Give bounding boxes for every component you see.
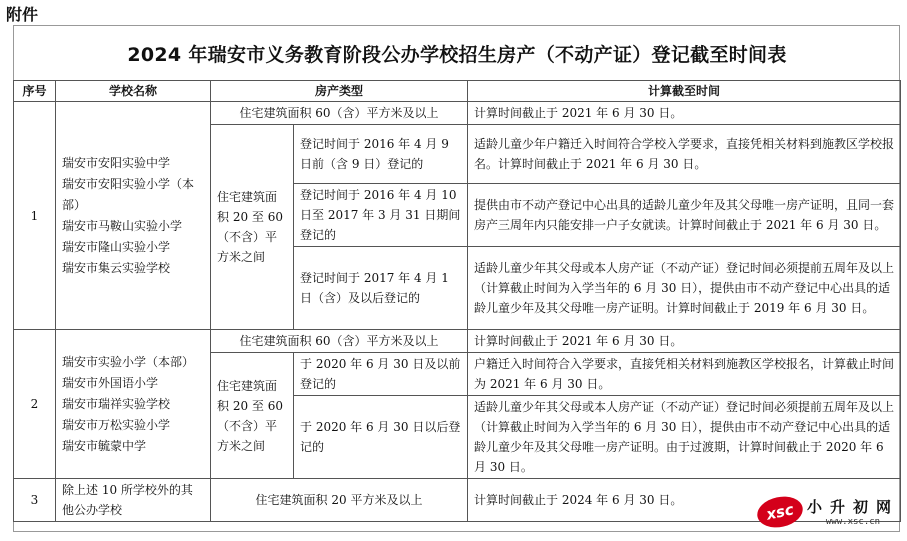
deadline-cell: 适龄儿童少年户籍迁入时间符合学校入学要求，直接凭相关材料到施教区学校报名。计算时间截止于 2021 年 6 月 30 日。 bbox=[468, 125, 901, 184]
school-name: 瑞安市马鞍山实验小学 bbox=[62, 218, 183, 233]
school-names bbox=[56, 102, 211, 330]
property-type-small: 住宅建筑面积 20 至 60（不含）平方米之间 bbox=[211, 125, 294, 330]
deadline-cell: 适龄儿童少年其父母或本人房产证（不动产证）登记时间必须提前五周年及以上（计算截止时间为入学当年的 6 月 30 日），提供由市不动产登记中心出具的适龄儿童少年及其父母唯一房产证明。由于过渡期，计算时间截止于 2020 年 6 月 30 日。 bbox=[468, 396, 901, 479]
table-row bbox=[14, 330, 901, 353]
deadline-cell: 适龄儿童少年其父母或本人房产证（不动产证）登记时间必须提前五周年及以上（计算截止时间为入学当年的 6 月 30 日），提供由市不动产登记中心出具的适龄儿童少年及其父母唯一房产证明。计算时间截止于 2019 年 6 月 30 日。 bbox=[468, 247, 901, 330]
header-property-type: 房产类型 bbox=[211, 81, 468, 102]
registration-period: 于 2020 年 6 月 30 日以后登记的 bbox=[294, 396, 468, 479]
registration-period: 登记时间于 2017 年 4 月 1 日（含）及以后登记的 bbox=[294, 247, 468, 330]
registration-period: 登记时间于 2016 年 4 月 10 日至 2017 年 3 月 31 日期间登记的 bbox=[294, 184, 468, 247]
row-number: 3 bbox=[14, 479, 56, 522]
table-row bbox=[14, 102, 901, 125]
row-number: 1 bbox=[14, 102, 56, 330]
school-name: 瑞安市集云实验学校 bbox=[62, 260, 171, 275]
header-school: 学校名称 bbox=[56, 81, 211, 102]
table-header-row bbox=[14, 81, 901, 102]
deadline-cell: 计算时间截止于 2021 年 6 月 30 日。 bbox=[468, 102, 901, 125]
school-name: 瑞安市实验小学（本部） bbox=[62, 354, 195, 369]
school-name: 瑞安市隆山实验小学 bbox=[62, 239, 171, 254]
watermark bbox=[757, 496, 899, 527]
page-title: 2024 年瑞安市义务教育阶段公办学校招生房产（不动产证）登记截至时间表 bbox=[127, 44, 787, 66]
property-type-all: 住宅建筑面积 20 平方米及以上 bbox=[211, 479, 468, 522]
school-name: 瑞安市外国语小学 bbox=[62, 375, 159, 390]
registration-period: 于 2020 年 6 月 30 日及以前登记的 bbox=[294, 353, 468, 396]
property-type-large: 住宅建筑面积 60（含）平方米及以上 bbox=[211, 102, 468, 125]
watermark-site-name: 小升初网 bbox=[806, 498, 899, 516]
school-name: 瑞安市安阳实验小学（本部） bbox=[62, 176, 195, 212]
deadline-cell: 户籍迁入时间符合入学要求，直接凭相关材料到施教区学校报名，计算截止时间为 2021 年 6 月 30 日。 bbox=[468, 353, 901, 396]
header-no: 序号 bbox=[14, 81, 56, 102]
school-names: 除上述 10 所学校外的其他公办学校 bbox=[56, 479, 211, 522]
watermark-text bbox=[807, 496, 899, 527]
deadline-cell: 提供由市不动产登记中心出具的适龄儿童少年及其父母唯一房产证明，且同一套房产三周年内只能安排一户子女就读。计算时间截止于 2021 年 6 月 30 日。 bbox=[468, 184, 901, 247]
deadline-cell: 计算时间截止于 2021 年 6 月 30 日。 bbox=[468, 330, 901, 353]
header-deadline: 计算截至时间 bbox=[468, 81, 901, 102]
school-name: 瑞安市毓蒙中学 bbox=[62, 438, 147, 453]
deadline-cell: 计算时间截止于 2024 年 6 月 30 日。 bbox=[468, 479, 901, 522]
registration-deadline-table bbox=[13, 80, 901, 522]
school-names bbox=[56, 330, 211, 479]
attachment-label: 附件 bbox=[6, 5, 39, 24]
school-name: 瑞安市安阳实验中学 bbox=[62, 155, 171, 170]
property-type-large: 住宅建筑面积 60（含）平方米及以上 bbox=[211, 330, 468, 353]
property-type-small: 住宅建筑面积 20 至 60（不含）平方米之间 bbox=[211, 353, 294, 479]
school-name: 瑞安市万松实验小学 bbox=[62, 417, 171, 432]
registration-period: 登记时间于 2016 年 4 月 9 日前（含 9 日）登记的 bbox=[294, 125, 468, 184]
row-number: 2 bbox=[14, 330, 56, 479]
xsc-logo-icon: xsc bbox=[754, 492, 805, 531]
school-name: 瑞安市瑞祥实验学校 bbox=[62, 396, 171, 411]
watermark-url: www.xsc.cn bbox=[825, 517, 881, 527]
